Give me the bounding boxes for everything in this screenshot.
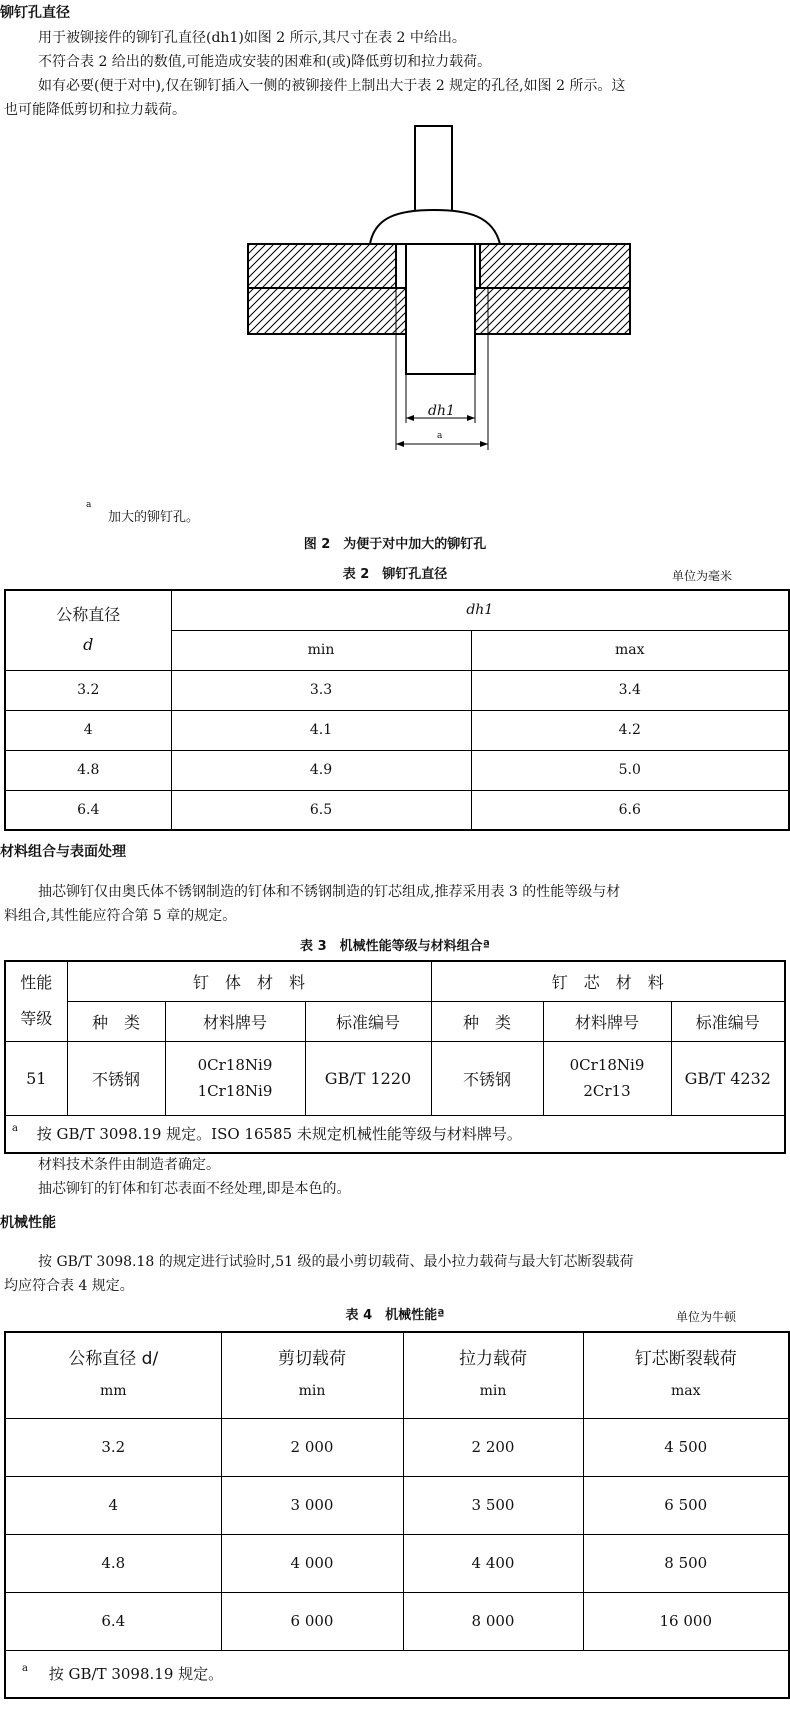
table-footnote-row [5,1650,789,1698]
table-cell: GB/T 4232 [671,1041,785,1115]
table-cell: 4.9 [171,750,471,790]
table-cell: 3.2 [5,1418,221,1476]
table-cell: 8 500 [583,1534,789,1592]
table-cell: 6 500 [583,1476,789,1534]
table-cell: 16 000 [583,1592,789,1650]
table-cell: 3.2 [5,670,171,710]
table-cell: 6 000 [221,1592,403,1650]
header-line: 公称直径 d/ [68,1349,159,1370]
table-cell: 4 [5,710,171,750]
figure-caption: 图 2 为便于对中加大的铆钉孔 [303,537,487,552]
table-cell: 4 500 [583,1418,789,1476]
paragraph: 不符合表 2 给出的数值,可能造成安装的困难和(或)降低剪切和拉力载荷。 [38,54,492,70]
table3-header-standard2: 标准编号 [671,1001,785,1041]
footnote-text: 按 GB/T 3098.19 规定。ISO 16585 未规定机械性能等级与材料牌号。 [36,1125,522,1144]
footnote-mark: a [12,1123,18,1135]
table3-footnote [5,1115,785,1153]
paragraph: 抽芯铆钉仅由奥氏体不锈钢制造的钉体和不锈钢制造的钉芯组成,推荐采用表 3 的性能等级与材 [38,884,621,900]
figure-note-mark: a [86,500,92,510]
header-grade-line2: 等级 [20,1009,53,1029]
section-title-rivet-hole: 铆钉孔直径 [0,5,70,21]
table-cell: 6.6 [471,790,789,830]
header-grade-line1: 性能 [20,973,53,993]
table-row [5,790,789,830]
paragraph: 抽芯铆钉的钉体和钉芯表面不经处理,即是本色的。 [38,1181,351,1197]
material-line: 0Cr18Ni9 [569,1056,645,1074]
table3-header-mandrel: 钉 芯 材 料 [431,961,785,1001]
table-row [5,670,789,710]
section-title-materials: 材料组合与表面处理 [0,844,126,860]
header-d-label: d [83,635,94,655]
table3-header-standard: 标准编号 [305,1001,431,1041]
paragraph: 如有必要(便于对中),仅在铆钉插入一侧的被铆接件上制出大于表 2 规定的孔径,如图 2 所示。这 [38,78,626,94]
table2-caption: 表 2 铆钉孔直径 [342,567,448,582]
header-line: min [479,1383,507,1400]
header-line: 钉芯断裂载荷 [634,1349,737,1370]
table3-header-body: 钉 体 材 料 [67,961,431,1001]
paragraph: 按 GB/T 3098.18 的规定进行试验时,51 级的最小剪切载荷、最小拉力载荷与最大钉芯断裂载荷 [38,1254,634,1270]
table-cell: 8 000 [403,1592,583,1650]
table4-header-nominal [5,1332,221,1418]
table-footnote-row [5,1115,785,1153]
table3-header-kind2: 种 类 [431,1001,543,1041]
table3-caption: 表 3 机械性能等级与材料组合ª [300,939,490,954]
table-cell: 4 [5,1476,221,1534]
paragraph: 也可能降低剪切和拉力载荷。 [4,102,186,118]
table-cell: 4.1 [171,710,471,750]
table4-footnote [5,1650,789,1698]
table-cell: 3.3 [171,670,471,710]
table-cell: 5.0 [471,750,789,790]
table-cell [165,1041,305,1115]
table4-caption: 表 4 机械性能ª [345,1308,445,1323]
header-line: min [298,1383,326,1400]
table-cell: 51 [5,1041,67,1115]
footnote-mark: a [22,1663,28,1675]
table4 [4,1331,790,1699]
table3-header-grade [5,961,67,1041]
table2-header-max: max [471,630,789,670]
table4-header-tensile [403,1332,583,1418]
table2-header-min: min [171,630,471,670]
footnote-text: 按 GB/T 3098.19 规定。 [48,1665,224,1684]
table2-unit: 单位为毫米 [672,569,733,583]
dimension-label-a: a [437,431,443,441]
table-cell: 3 500 [403,1476,583,1534]
table2 [4,589,790,831]
header-nominal-label: 公称直径 [56,605,121,625]
table3-header-material2: 材料牌号 [543,1001,671,1041]
table-row [5,1418,789,1476]
table-row [5,1534,789,1592]
table-row [5,1592,789,1650]
table-cell: 4.8 [5,1534,221,1592]
paragraph: 料组合,其性能应符合第 5 章的规定。 [4,908,237,924]
table-cell: 6.4 [5,1592,221,1650]
table2-header-nominal [5,590,171,670]
header-line: 剪切载荷 [278,1349,346,1370]
table-cell: 6.5 [171,790,471,830]
table-cell: 2 200 [403,1418,583,1476]
table-cell: 4.2 [471,710,789,750]
paragraph: 均应符合表 4 规定。 [4,1278,134,1294]
material-line: 2Cr13 [583,1082,631,1100]
table-cell: 4.8 [5,750,171,790]
paragraph: 用于被铆接件的铆钉孔直径(dh1)如图 2 所示,其尺寸在表 2 中给出。 [38,30,466,46]
table-row [5,1476,789,1534]
table3-header-kind: 种 类 [67,1001,165,1041]
table3 [4,960,786,1154]
table-cell [543,1041,671,1115]
header-line: max [670,1383,701,1400]
table-row [5,710,789,750]
paragraph: 材料技术条件由制造者确定。 [38,1157,220,1173]
table-cell: 3 000 [221,1476,403,1534]
table4-header-break [583,1332,789,1418]
table-cell: 4 400 [403,1534,583,1592]
table-cell: 不锈钢 [67,1041,165,1115]
material-line: 0Cr18Ni9 [197,1056,273,1074]
table-cell: 4 000 [221,1534,403,1592]
section-title-mechanical: 机械性能 [0,1215,56,1231]
table3-header-material: 材料牌号 [165,1001,305,1041]
figure-note: 加大的铆钉孔。 [108,510,200,525]
rivet-hole-figure [0,118,790,458]
table-cell: 6.4 [5,790,171,830]
table-row [5,1041,785,1115]
table4-unit: 单位为牛顿 [676,1310,737,1324]
table4-header-shear [221,1332,403,1418]
table-cell: 不锈钢 [431,1041,543,1115]
header-line: mm [99,1383,127,1400]
material-line: 1Cr18Ni9 [197,1082,273,1100]
table-cell: GB/T 1220 [305,1041,431,1115]
table2-header-dh1: dh1 [171,590,789,630]
dimension-label-dh1: dh1 [428,403,455,419]
table-row [5,750,789,790]
table-cell: 3.4 [471,670,789,710]
table-cell: 2 000 [221,1418,403,1476]
header-line: 拉力载荷 [459,1349,527,1370]
